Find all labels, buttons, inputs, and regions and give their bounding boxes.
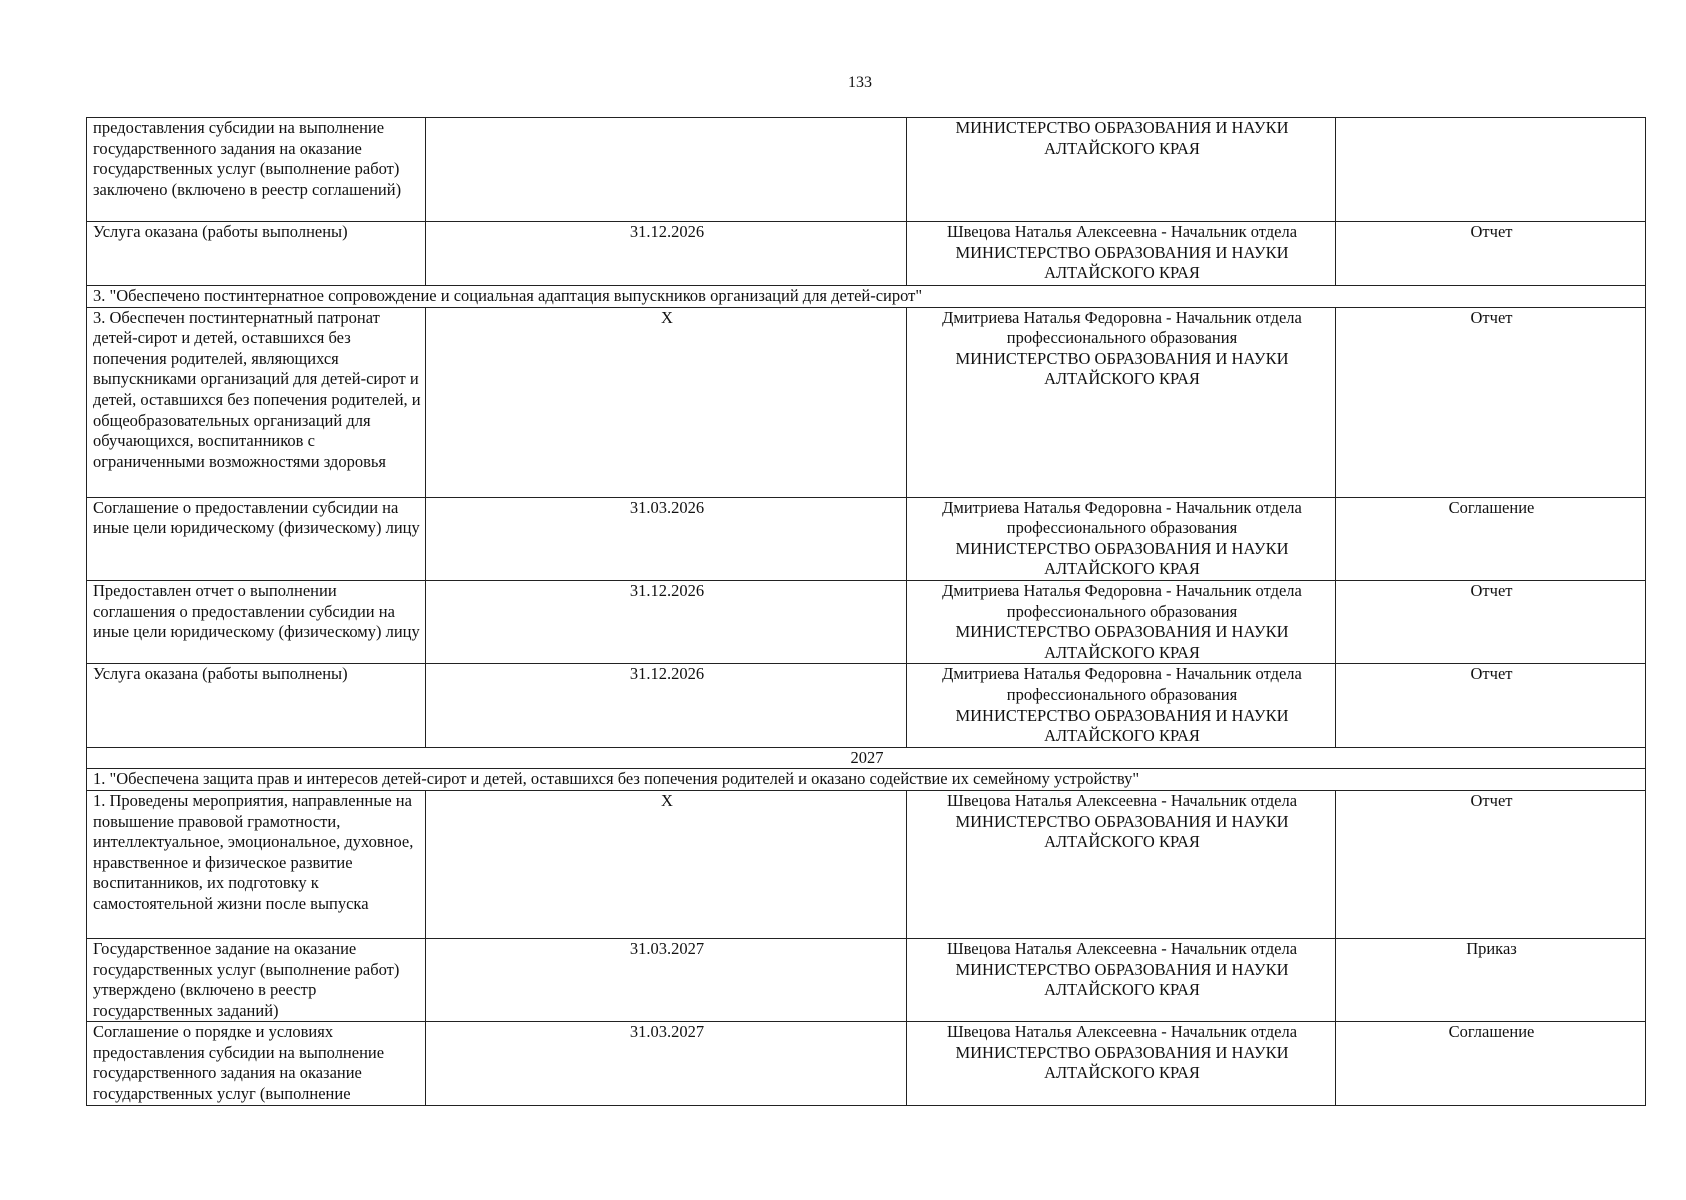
responsible-line: МИНИСТЕРСТВО ОБРАЗОВАНИЯ И НАУКИ <box>955 622 1289 642</box>
responsible-line: Дмитриева Наталья Федоровна - Начальник отдела <box>942 664 1302 684</box>
table-row <box>87 307 1646 497</box>
table-row <box>87 497 1646 580</box>
document-type-cell: Соглашение <box>1336 497 1646 580</box>
section-row <box>87 769 1646 791</box>
due-date-cell: 31.12.2026 <box>426 580 907 663</box>
table-row <box>87 118 1646 222</box>
table-row <box>87 664 1646 747</box>
section-heading: 3. "Обеспечено постинтернатное сопровождение и социальная адаптация выпускников организаций для детей-сирот" <box>87 286 1646 308</box>
responsible-line: Дмитриева Наталья Федоровна - Начальник отдела <box>942 497 1302 517</box>
responsible-line: АЛТАЙСКОГО КРАЯ <box>1044 138 1200 158</box>
responsible-line: Швецова Наталья Алексеевна - Начальник отдела <box>946 1022 1298 1042</box>
responsible-line: МИНИСТЕРСТВО ОБРАЗОВАНИЯ И НАУКИ <box>955 959 1289 979</box>
responsible-line: Дмитриева Наталья Федоровна - Начальник отдела <box>942 580 1302 600</box>
responsible-line: МИНИСТЕРСТВО ОБРАЗОВАНИЯ И НАУКИ <box>955 811 1289 831</box>
table-row <box>87 580 1646 663</box>
event-cell: Соглашение о порядке и условиях предоставления субсидии на выполнение государственного задания на оказание государственных услуг (выполнение <box>87 1022 426 1105</box>
responsible-cell <box>907 222 1336 286</box>
due-date-cell: 31.12.2026 <box>426 664 907 747</box>
responsible-line: Швецова Наталья Алексеевна - Начальник отдела <box>946 938 1298 958</box>
due-date-cell: X <box>426 307 907 497</box>
responsible-cell <box>907 497 1336 580</box>
document-type-cell: Отчет <box>1336 222 1646 286</box>
responsible-line: профессионального образования <box>1006 684 1238 704</box>
responsible-cell <box>907 580 1336 663</box>
responsible-line: АЛТАЙСКОГО КРАЯ <box>1044 642 1200 662</box>
due-date-cell: 31.12.2026 <box>426 222 907 286</box>
table-row <box>87 222 1646 286</box>
responsible-line: АЛТАЙСКОГО КРАЯ <box>1044 369 1200 389</box>
table-row <box>87 938 1646 1021</box>
responsible-line: профессионального образования <box>1006 601 1238 621</box>
document-type-cell: Отчет <box>1336 664 1646 747</box>
responsible-line: МИНИСТЕРСТВО ОБРАЗОВАНИЯ И НАУКИ <box>955 348 1289 368</box>
due-date-cell: 31.03.2027 <box>426 938 907 1021</box>
document-type-cell: Приказ <box>1336 938 1646 1021</box>
due-date-cell: 31.03.2026 <box>426 497 907 580</box>
event-cell: предоставления субсидии на выполнение государственного задания на оказание государственных услуг (выполнение работ) заключено (включено в реестр соглашений) <box>87 118 426 222</box>
responsible-cell <box>907 1022 1336 1105</box>
event-cell: Государственное задание на оказание государственных услуг (выполнение работ) утверждено (включено в реестр государственных заданий) <box>87 938 426 1021</box>
responsible-line: МИНИСТЕРСТВО ОБРАЗОВАНИЯ И НАУКИ <box>955 705 1289 725</box>
responsible-line: АЛТАЙСКОГО КРАЯ <box>1044 980 1200 1000</box>
section-row <box>87 286 1646 308</box>
responsible-line: МИНИСТЕРСТВО ОБРАЗОВАНИЯ И НАУКИ <box>955 242 1289 262</box>
responsible-line: МИНИСТЕРСТВО ОБРАЗОВАНИЯ И НАУКИ <box>955 118 1289 137</box>
event-cell: 3. Обеспечен постинтернатный патронат детей-сирот и детей, оставшихся без попечения родителей, являющихся выпускниками организаций для детей-сирот и детей, оставшихся без попечения родителей, и общеобразовательных организаций для обучающихся, воспитанников с ограниченными возможностями здоровья <box>87 307 426 497</box>
responsible-line: АЛТАЙСКОГО КРАЯ <box>1044 726 1200 746</box>
due-date-cell <box>426 118 907 222</box>
responsible-line: МИНИСТЕРСТВО ОБРАЗОВАНИЯ И НАУКИ <box>955 1042 1289 1062</box>
year-row <box>87 747 1646 769</box>
document-type-cell: Отчет <box>1336 307 1646 497</box>
page-number: 133 <box>848 74 872 91</box>
section-heading: 1. "Обеспечена защита прав и интересов детей-сирот и детей, оставшихся без попечения родителей и оказано содействие их семейному устройству" <box>87 769 1646 791</box>
event-cell: Услуга оказана (работы выполнены) <box>87 222 426 286</box>
document-type-cell: Отчет <box>1336 580 1646 663</box>
table-body <box>87 118 1646 1106</box>
responsible-line: АЛТАЙСКОГО КРАЯ <box>1044 832 1200 852</box>
responsible-line: Швецова Наталья Алексеевна - Начальник отдела <box>946 222 1298 241</box>
responsible-line: АЛТАЙСКОГО КРАЯ <box>1044 263 1200 283</box>
responsible-line: МИНИСТЕРСТВО ОБРАЗОВАНИЯ И НАУКИ <box>955 538 1289 558</box>
responsible-cell <box>907 938 1336 1021</box>
responsible-cell <box>907 118 1336 222</box>
document-type-cell: Отчет <box>1336 790 1646 938</box>
responsible-line: Швецова Наталья Алексеевна - Начальник отдела <box>946 790 1298 810</box>
responsible-line: Дмитриева Наталья Федоровна - Начальник отдела <box>942 307 1302 327</box>
responsible-line: АЛТАЙСКОГО КРАЯ <box>1044 1063 1200 1083</box>
event-cell: 1. Проведены мероприятия, направленные на повышение правовой грамотности, интеллектуальное, эмоциональное, духовное, нравственное и физическое развитие воспитанников, их подготовку к самостоятельной жизни после выпуска <box>87 790 426 938</box>
year-heading: 2027 <box>87 747 1646 769</box>
responsible-line: АЛТАЙСКОГО КРАЯ <box>1044 559 1200 579</box>
document-type-cell <box>1336 118 1646 222</box>
responsible-cell <box>907 790 1336 938</box>
event-cell: Предоставлен отчет о выполнении соглашения о предоставлении субсидии на иные цели юридическому (физическому) лицу <box>87 580 426 663</box>
control-points-table <box>86 117 1646 1106</box>
due-date-cell: X <box>426 790 907 938</box>
responsible-line: профессионального образования <box>1006 518 1238 538</box>
document-type-cell: Соглашение <box>1336 1022 1646 1105</box>
table-row <box>87 1022 1646 1105</box>
due-date-cell: 31.03.2027 <box>426 1022 907 1105</box>
responsible-cell <box>907 664 1336 747</box>
event-cell: Услуга оказана (работы выполнены) <box>87 664 426 747</box>
table-row <box>87 790 1646 938</box>
event-cell: Соглашение о предоставлении субсидии на иные цели юридическому (физическому) лицу <box>87 497 426 580</box>
responsible-cell <box>907 307 1336 497</box>
responsible-line: профессионального образования <box>1006 328 1238 348</box>
